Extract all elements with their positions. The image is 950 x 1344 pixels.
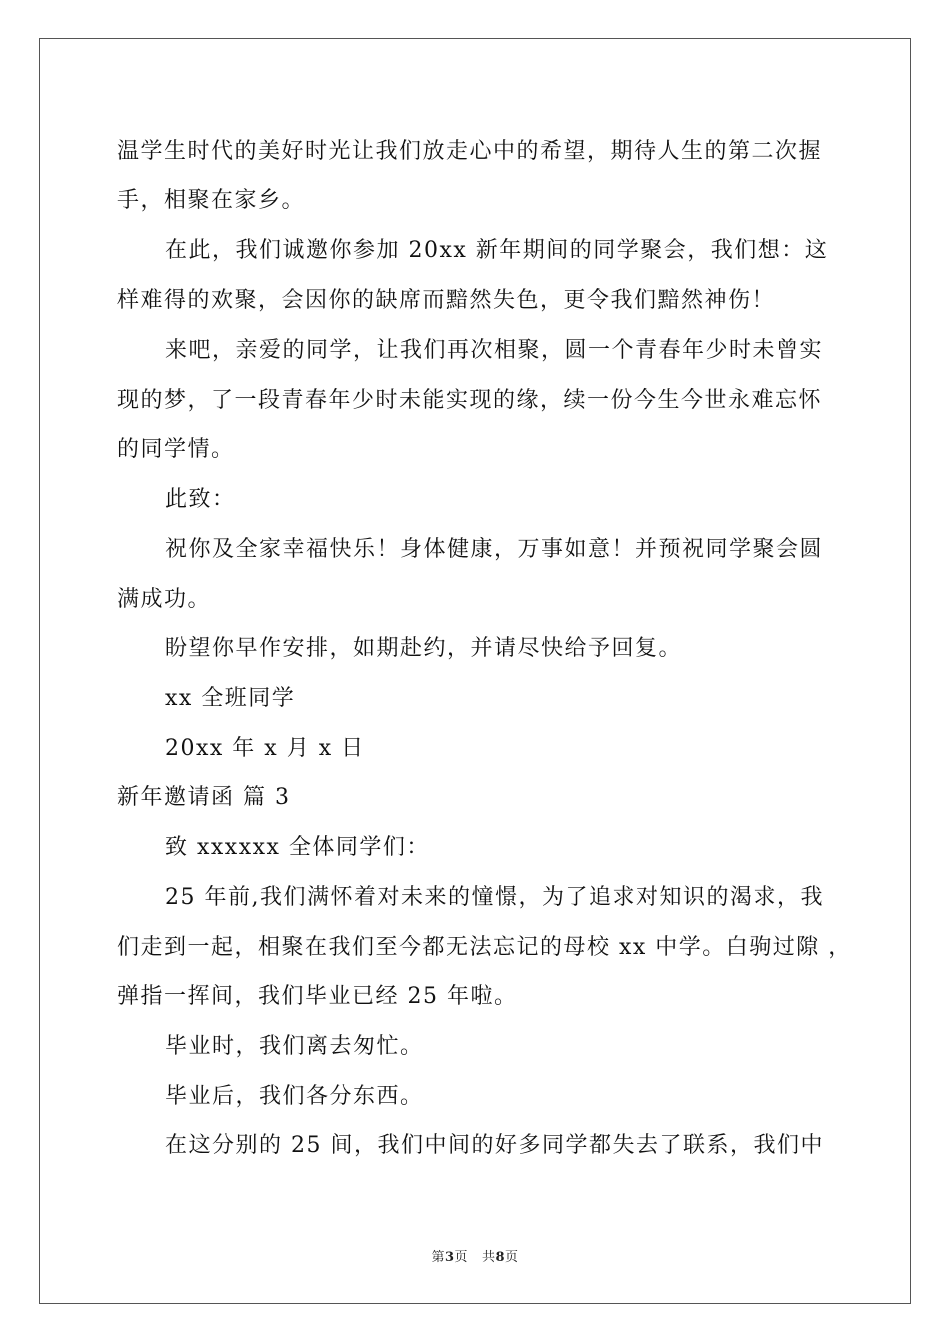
page-prefix: 第 (431, 1250, 445, 1265)
body-line: 温学生时代的美好时光让我们放走心中的希望，期待人生的第二次握 (117, 139, 823, 164)
page-current-number: 3 (445, 1250, 455, 1265)
body-line: 满成功。 (117, 587, 212, 612)
paragraph-line: 25 年前,我们满怀着对未来的憧憬，为了追求对知识的渴求，我 (165, 885, 824, 910)
body-line: 现的梦，了一段青春年少时未能实现的缘，续一份今生今世永难忘怀 (117, 388, 823, 413)
body-line: 样难得的欢聚，会因你的缺席而黯然失色，更令我们黯然神伤！ (117, 288, 776, 313)
page-total-number: 8 (495, 1250, 505, 1265)
paragraph-line: 在这分别的 25 间，我们中间的好多同学都失去了联系，我们中 (165, 1133, 824, 1158)
date-line: 20xx 年 x 月 x 日 (165, 736, 365, 761)
body-line: 弹指一挥间，我们毕业已经 25 年啦。 (117, 984, 518, 1009)
body-line: 们走到一起，相聚在我们至今都无法忘记的母校 xx 中学。白驹过隙 ， (117, 935, 852, 960)
paragraph-line: 毕业后，我们各分东西。 (165, 1084, 424, 1109)
page-suffix: 页 (505, 1250, 519, 1265)
paragraph-line: 盼望你早作安排，如期赴约，并请尽快给予回复。 (165, 636, 683, 661)
page-footer (0, 1246, 950, 1265)
addressee-line: 致 xxxxxx 全体同学们： (165, 835, 430, 860)
body-line: 的同学情。 (117, 437, 235, 462)
page-mid: 页 共 (454, 1250, 496, 1265)
signature-line: xx 全班同学 (165, 686, 296, 711)
paragraph-line: 毕业时，我们离去匆忙。 (165, 1034, 424, 1059)
paragraph-line: 来吧，亲爱的同学，让我们再次相聚，圆一个青春年少时未曾实 (165, 338, 824, 363)
paragraph-line: 祝你及全家幸福快乐！身体健康，万事如意！并预祝同学聚会圆 (165, 537, 824, 562)
salutation-line: 此致： (165, 487, 236, 512)
section-heading: 新年邀请函 篇 3 (117, 785, 291, 810)
body-line: 手，相聚在家乡。 (117, 188, 306, 213)
paragraph-line: 在此，我们诚邀你参加 20xx 新年期间的同学聚会，我们想：这 (165, 238, 829, 263)
page-frame (39, 38, 911, 1304)
